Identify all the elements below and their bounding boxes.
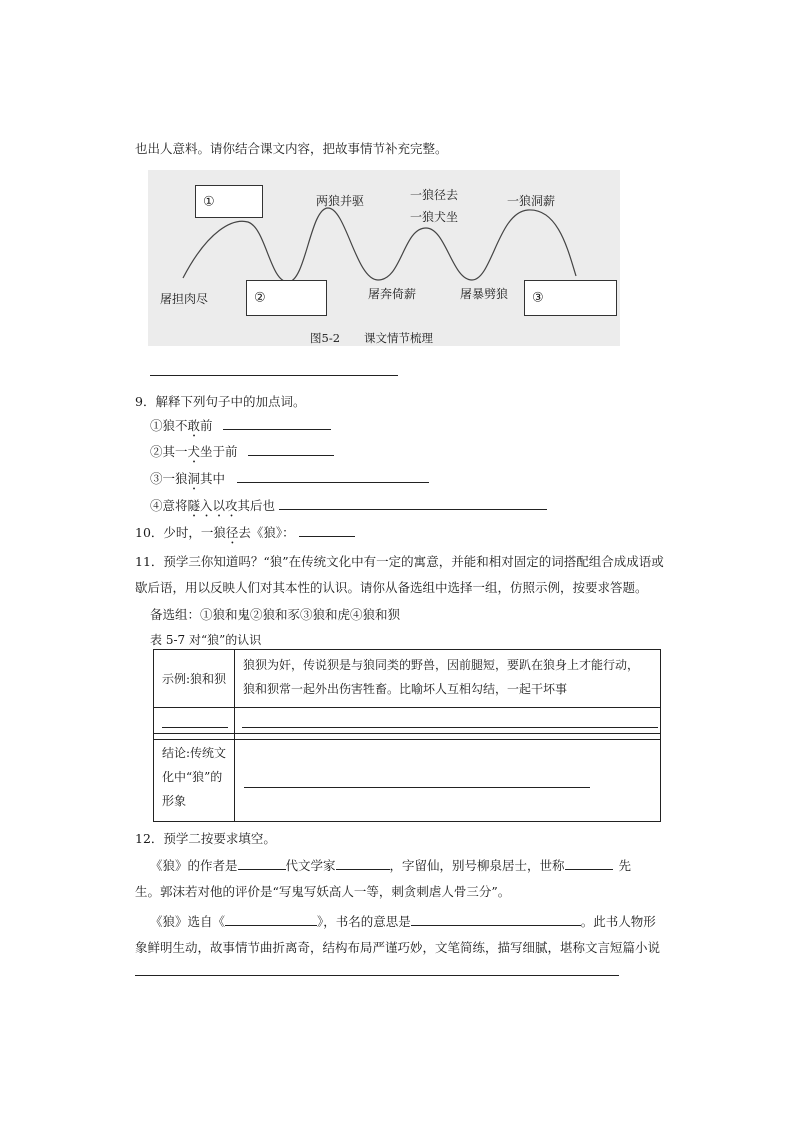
- conclusion-label-2: 化中“狼”的: [162, 770, 223, 784]
- q12-meaning-blank[interactable]: [411, 912, 581, 926]
- q9-item-2: [150, 442, 334, 466]
- q10-blank[interactable]: [299, 523, 355, 537]
- example-label: 示例:狼和狈: [162, 672, 227, 686]
- q12-title-blank[interactable]: [565, 856, 613, 870]
- conclusion-label-1: 结论:传统文: [162, 746, 227, 760]
- label-peak-3: 一狼洞薪: [507, 194, 556, 208]
- q9-4-pre: 意将: [162, 498, 188, 513]
- label-peak-1: 两狼并驱: [316, 194, 365, 208]
- q9-3-post: 其中: [200, 471, 226, 486]
- label-start: 屠担肉尽: [160, 292, 209, 306]
- label-trough-2: 屠奔倚薪: [368, 287, 417, 301]
- wolf-table: [153, 649, 661, 822]
- table-col-divider: [234, 650, 235, 821]
- label-peak-2a: 一狼径去: [410, 188, 459, 202]
- label-trough-3: 屠暴劈狼: [460, 287, 509, 301]
- q9-3-pre: 一狼: [162, 471, 188, 486]
- q12-line-3: [150, 912, 656, 930]
- plot-box-2[interactable]: [246, 280, 327, 316]
- q9-item-1: [150, 416, 331, 440]
- q9-4-post: 其后也: [237, 498, 276, 513]
- q9-4-blank[interactable]: [279, 496, 547, 510]
- q12-line-1: [150, 856, 631, 874]
- q9-2-blank[interactable]: [248, 442, 334, 456]
- q9-item-4: [150, 496, 547, 520]
- q9-2-dot: 犬: [187, 444, 201, 459]
- label-peak-2b: 一狼犬坐: [410, 210, 459, 224]
- q10-dot: 径: [225, 525, 239, 540]
- table-row-divider-1: [154, 707, 660, 708]
- q12-l3-a: 《狼》选自《: [150, 914, 226, 929]
- box-1-label: ①: [203, 194, 215, 209]
- diagram-answer-line[interactable]: [150, 362, 398, 376]
- conclusion-label-3: 形象: [162, 794, 187, 808]
- q12-l1-b: 代文学家: [285, 858, 336, 873]
- caption-text: 课文情节梳理: [364, 331, 433, 345]
- plot-diagram: [148, 170, 620, 346]
- q9-2-pre: 其一: [162, 444, 188, 459]
- q9-4-num: ④: [150, 498, 163, 513]
- box-3-label: ③: [532, 290, 544, 306]
- example-text-1: 狼狈为奸，传说狈是与狼同类的野兽，因前腿短，要趴在狼身上才能行动，: [243, 658, 640, 672]
- plot-box-1[interactable]: [195, 185, 263, 218]
- q9-3-num: ③: [150, 471, 163, 486]
- q12-book-blank[interactable]: [225, 912, 317, 926]
- box-2-label: ②: [254, 290, 266, 306]
- q9-2-post: 坐于前: [200, 444, 238, 459]
- q10: [135, 523, 355, 547]
- table-row-divider-3: [154, 739, 660, 740]
- plot-box-3[interactable]: [524, 280, 617, 316]
- q9-item-3: [150, 469, 429, 493]
- q9-2-num: ②: [150, 444, 163, 459]
- q12-final-blank[interactable]: [135, 962, 619, 976]
- q12-l1-d: 先: [618, 858, 632, 873]
- q12-line-4: 象鲜明生动，故事情节曲折离奇，结构布局严谨巧妙，文笔简练，描写细腻，堪称文言短篇小说: [135, 940, 661, 955]
- example-text-2: 狼和狈常一起外出伤害牲畜。比喻坏人互相勾结，一起干坏事: [243, 682, 568, 696]
- q12-line-2: 生。郭沫若对他的评价是“写鬼写妖高人一等，刺贪刺虐人骨三分”。: [135, 884, 511, 899]
- q11-options: 备选组：①狼和鬼②狼和豕③狼和虎④狼和狈: [150, 607, 401, 622]
- q9-3-dot: 洞: [187, 471, 201, 486]
- q9-4-dot: 隧入以攻: [187, 498, 238, 513]
- q12-l1-a: 《狼》的作者是: [150, 858, 238, 873]
- q9-1-blank[interactable]: [223, 416, 331, 430]
- q11-line-2: 歇后语，用以反映人们对其本性的认识。请你从备选组中选择一组，仿照示例，按要求答题。: [135, 580, 648, 595]
- caption-num: 图5-2: [310, 331, 341, 345]
- q10-post: 去《狼》：: [238, 525, 295, 540]
- answer-explanation-blank[interactable]: [242, 714, 658, 728]
- q12-l3-b: 》，书名的意思是: [317, 914, 411, 929]
- q9-title: 9．解释下列句子中的加点词。: [135, 394, 306, 409]
- table-caption: 表 5-7 对“狼”的认识: [150, 633, 262, 647]
- answer-group-blank[interactable]: [162, 714, 228, 728]
- q12-author-blank[interactable]: [336, 856, 390, 870]
- q11-line-1: 11．预学三你知道吗？“狼”在传统文化中有一定的寓意，并能和相对固定的词搭配组合成成语或: [135, 554, 664, 569]
- q9-1-post: 前: [200, 418, 213, 433]
- q10-pre: 10．少时，一狼: [135, 525, 226, 540]
- q9-1-dot: 敢: [187, 418, 201, 433]
- table-row-divider-2: [154, 733, 660, 734]
- conclusion-blank[interactable]: [244, 774, 590, 788]
- intro-line: 也出人意料。请你结合课文内容，把故事情节补充完整。: [135, 141, 448, 156]
- q9-1-pre: 狼不: [162, 418, 188, 433]
- q12-l1-c: ，字留仙，别号柳泉居士，世称: [389, 858, 565, 873]
- q12-title: 12．预学二按要求填空。: [135, 831, 276, 846]
- q12-l3-c: 。此书人物形: [580, 914, 656, 929]
- q9-1-num: ①: [150, 418, 163, 433]
- q9-3-blank[interactable]: [237, 469, 429, 483]
- q12-dynasty-blank[interactable]: [238, 856, 286, 870]
